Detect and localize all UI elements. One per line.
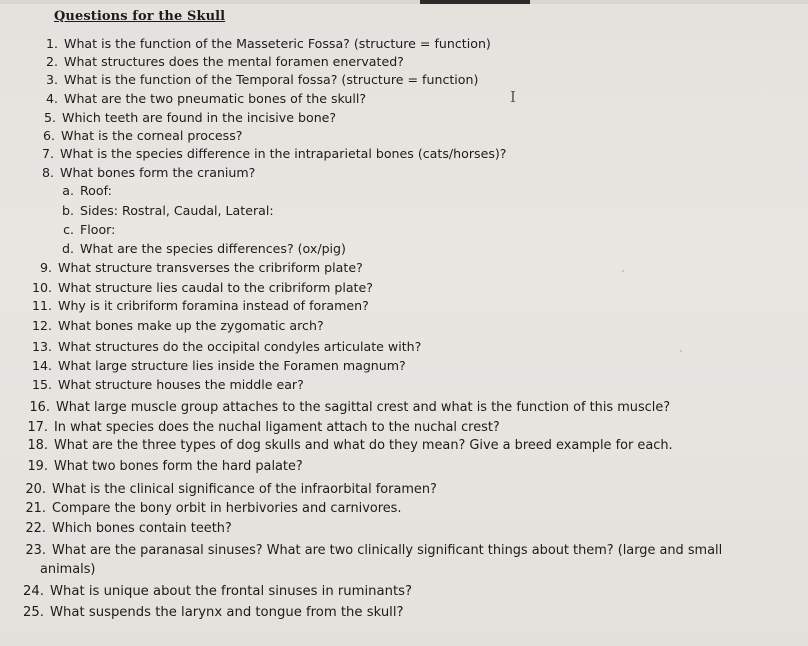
question-item bbox=[26, 318, 324, 334]
question-item bbox=[40, 91, 366, 107]
question-text: What structure transverses the cribriform plate? bbox=[58, 260, 363, 275]
question-number: 25. bbox=[23, 605, 44, 620]
question-item bbox=[18, 543, 722, 559]
question-text: What structures do the occipital condyles articulate with? bbox=[58, 339, 422, 354]
question-text: What large structure lies inside the Foramen magnum? bbox=[58, 358, 406, 373]
question-text: What large muscle group attaches to the sagittal crest and what is the function of this muscle? bbox=[56, 400, 671, 415]
question-number: 3. bbox=[45, 72, 58, 87]
question-item bbox=[26, 298, 369, 314]
question-text: What structure lies caudal to the cribriform plate? bbox=[58, 280, 373, 295]
question-number: 6. bbox=[42, 128, 55, 143]
question-text: Compare the bony orbit in herbivories and carnivores. bbox=[52, 501, 402, 516]
question-item bbox=[58, 183, 112, 199]
question-text: What are the species differences? (ox/pig) bbox=[80, 241, 346, 256]
question-number: 7. bbox=[41, 146, 54, 161]
question-text: Sides: Rostral, Caudal, Lateral: bbox=[80, 203, 274, 218]
question-item bbox=[18, 501, 401, 517]
question-item bbox=[58, 222, 115, 238]
question-item bbox=[26, 280, 373, 296]
question-item bbox=[16, 605, 404, 621]
question-number: 11. bbox=[31, 298, 52, 313]
question-item bbox=[30, 260, 363, 276]
question-item bbox=[58, 241, 346, 257]
question-item bbox=[36, 146, 506, 162]
question-item bbox=[37, 128, 242, 144]
question-number: 15. bbox=[31, 377, 52, 392]
question-number: a. bbox=[62, 183, 74, 198]
question-item bbox=[26, 339, 421, 355]
question-number: 4. bbox=[45, 91, 58, 106]
question-item bbox=[22, 400, 670, 416]
question-text: What two bones form the hard palate? bbox=[54, 459, 303, 474]
question-item bbox=[26, 377, 304, 393]
cropped-header-fragment bbox=[420, 0, 530, 4]
question-text: What is the species difference in the intraparietal bones (cats/horses)? bbox=[60, 146, 507, 161]
question-item bbox=[36, 165, 255, 181]
question-text: What are the three types of dog skulls and what do they mean? Give a breed example for each. bbox=[54, 438, 673, 453]
question-text: What structure houses the middle ear? bbox=[58, 377, 304, 392]
question-item bbox=[18, 521, 232, 537]
speck bbox=[622, 270, 624, 272]
question-item bbox=[20, 438, 673, 454]
question-text: animals) bbox=[40, 562, 96, 577]
question-number: b. bbox=[62, 203, 74, 218]
question-number: 10. bbox=[31, 280, 52, 295]
question-number: 12. bbox=[31, 318, 52, 333]
question-item bbox=[40, 562, 95, 578]
question-number: d. bbox=[62, 241, 74, 256]
question-text: What is the function of the Masseteric Fossa? (structure = function) bbox=[64, 36, 491, 51]
question-number: 18. bbox=[27, 438, 48, 453]
question-text: Which bones contain teeth? bbox=[52, 521, 232, 536]
question-item bbox=[16, 584, 412, 600]
question-text: What are the paranasal sinuses? What are two clinically significant things about them? (large and small bbox=[52, 543, 723, 558]
question-text: Roof: bbox=[80, 183, 112, 198]
question-number: 14. bbox=[31, 358, 52, 373]
question-text: What is unique about the frontal sinuses in ruminants? bbox=[50, 584, 413, 599]
question-number: 8. bbox=[41, 165, 54, 180]
question-number: 24. bbox=[23, 584, 44, 599]
question-number: 23. bbox=[25, 543, 46, 558]
question-item bbox=[26, 358, 406, 374]
question-item bbox=[18, 482, 437, 498]
question-text: Why is it cribriform foramina instead of foramen? bbox=[58, 298, 369, 313]
question-number: 5. bbox=[43, 110, 56, 125]
question-number: 22. bbox=[25, 521, 46, 536]
question-item bbox=[20, 459, 303, 475]
question-number: 20. bbox=[25, 482, 46, 497]
speck bbox=[680, 350, 682, 352]
question-number: 21. bbox=[25, 501, 46, 516]
question-number: 17. bbox=[27, 420, 48, 435]
question-text: What is the clinical significance of the infraorbital foramen? bbox=[52, 482, 437, 497]
top-edge bbox=[0, 0, 808, 4]
question-number: 9. bbox=[39, 260, 52, 275]
question-number: 2. bbox=[45, 54, 58, 69]
question-number: 16. bbox=[29, 400, 50, 415]
question-text: In what species does the nuchal ligament attach to the nuchal crest? bbox=[54, 420, 500, 435]
question-number: c. bbox=[63, 222, 74, 237]
question-text: What is the function of the Temporal fossa? (structure = function) bbox=[64, 72, 479, 87]
question-number: 19. bbox=[27, 459, 48, 474]
question-item bbox=[40, 72, 478, 88]
question-text: What are the two pneumatic bones of the skull? bbox=[64, 91, 367, 106]
question-item bbox=[40, 54, 404, 70]
text-cursor-icon: I bbox=[510, 88, 516, 106]
question-number: 13. bbox=[31, 339, 52, 354]
question-item bbox=[20, 420, 500, 436]
question-item bbox=[58, 203, 274, 219]
question-item bbox=[40, 36, 491, 52]
page-title: Questions for the Skull bbox=[54, 9, 226, 24]
question-number: 1. bbox=[45, 36, 58, 51]
question-text: What suspends the larynx and tongue from the skull? bbox=[50, 605, 404, 620]
question-text: Which teeth are found in the incisive bone? bbox=[62, 110, 337, 125]
question-text: What is the corneal process? bbox=[61, 128, 243, 143]
question-text: What bones make up the zygomatic arch? bbox=[58, 318, 324, 333]
question-text: What bones form the cranium? bbox=[60, 165, 256, 180]
question-text: What structures does the mental foramen enervated? bbox=[64, 54, 404, 69]
question-text: Floor: bbox=[80, 222, 116, 237]
question-item bbox=[38, 110, 336, 126]
